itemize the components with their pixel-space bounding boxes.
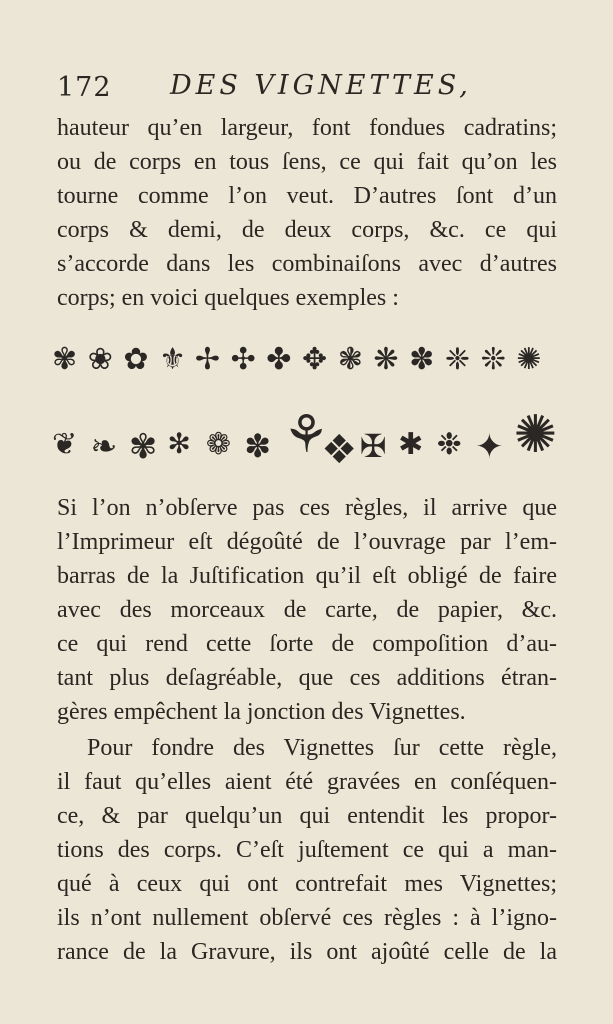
vignette-ornament-icon: ✠	[359, 427, 387, 465]
vignette-ornament-icon: ✱	[398, 427, 424, 462]
vignette-ornament-icon: ⚘	[282, 405, 330, 465]
vignette-ornament-icon: ❁	[205, 427, 231, 462]
vignette-ornament-icon: ✾	[128, 427, 158, 467]
text-line: barras de la Juſtification qu’il eſt obligé de faire	[57, 563, 557, 589]
vignette-ornament-icon: ❀	[87, 342, 113, 377]
text-line: s’accorde dans les combinaiſons avec d’autres	[57, 251, 557, 277]
vignette-ornament-icon: ❦	[52, 427, 78, 462]
text-line: ils n’ont nullement obſervé ces règles : à l’igno-	[57, 905, 557, 931]
text-line: tourne comme l’on veut. D’autres ſont d’un	[57, 183, 557, 209]
vignette-ornament-icon: ⚜	[159, 342, 187, 377]
text-line: avec des morceaux de carte, de papier, &c.	[57, 597, 557, 623]
text-line: il faut qu’elles aient été gravées en conſéquen-	[57, 769, 557, 795]
text-line: corps & demi, de deux corps, &c. ce qui	[57, 217, 557, 243]
text-line: corps; en voici quelques exemples :	[57, 285, 399, 311]
text-line: ou de corps en tous ſens, ce qui fait qu’on les	[57, 149, 557, 175]
text-line: hauteur qu’en largeur, font fondues cadratins;	[57, 115, 557, 141]
vignette-ornament-icon: ✣	[230, 342, 256, 377]
text-line: Pour fondre des Vignettes ſur cette règle,	[87, 735, 557, 761]
page-header	[57, 70, 577, 110]
text-line: rance de la Gravure, ils ont ajoûté celle de la	[57, 939, 557, 965]
text-line: ce qui rend cette ſorte de compoſition d’au-	[57, 631, 557, 657]
running-title: DES VIGNETTES,	[170, 70, 472, 101]
text-line: ce, & par quelqu’un qui entendit les propor-	[57, 803, 557, 829]
vignette-ornament-icon: ✽	[244, 427, 272, 465]
vignette-ornament-icon: ✺	[516, 342, 542, 377]
text-line: gères empêchent la jonction des Vignettes.	[57, 699, 466, 725]
vignette-ornament-icon: ✻	[167, 427, 191, 460]
vignette-ornament-icon: ✢	[194, 342, 220, 377]
text-line: l’Imprimeur eſt dégoûté de l’ouvrage par l’em-	[57, 529, 557, 555]
vignette-ornament-icon: ❉	[436, 427, 462, 462]
vignette-ornament-icon: ❋	[373, 342, 399, 377]
vignette-ornament-icon: ✺	[513, 405, 558, 465]
vignette-ornament-icon: ✦	[475, 427, 504, 467]
vignette-ornament-icon: ❃	[337, 342, 363, 377]
page-number: 172	[57, 72, 112, 103]
vignette-ornament-icon: ❖	[321, 427, 358, 473]
vignette-ornament-icon: ✿	[123, 342, 149, 377]
vignette-row-1	[52, 338, 562, 388]
vignette-ornament-icon: ✾	[52, 342, 78, 377]
vignette-ornament-icon: ✽	[409, 342, 435, 377]
vignette-ornament-icon: ❊	[480, 342, 506, 377]
text-line: tant plus deſagréable, que ces additions étran-	[57, 665, 557, 691]
vignette-ornament-icon: ❈	[444, 342, 470, 377]
vignette-row-2	[52, 405, 562, 475]
vignette-ornament-icon: ✥	[302, 342, 328, 377]
text-line: qué à ceux qui ont contrefait mes Vignettes;	[57, 871, 557, 897]
text-line: Si l’on n’obſerve pas ces règles, il arrive que	[57, 495, 557, 521]
vignette-ornament-icon: ✤	[266, 342, 292, 377]
vignette-ornament-icon: ❧	[90, 427, 118, 465]
text-line: tions des corps. C’eſt juſtement ce qui a man-	[57, 837, 557, 863]
